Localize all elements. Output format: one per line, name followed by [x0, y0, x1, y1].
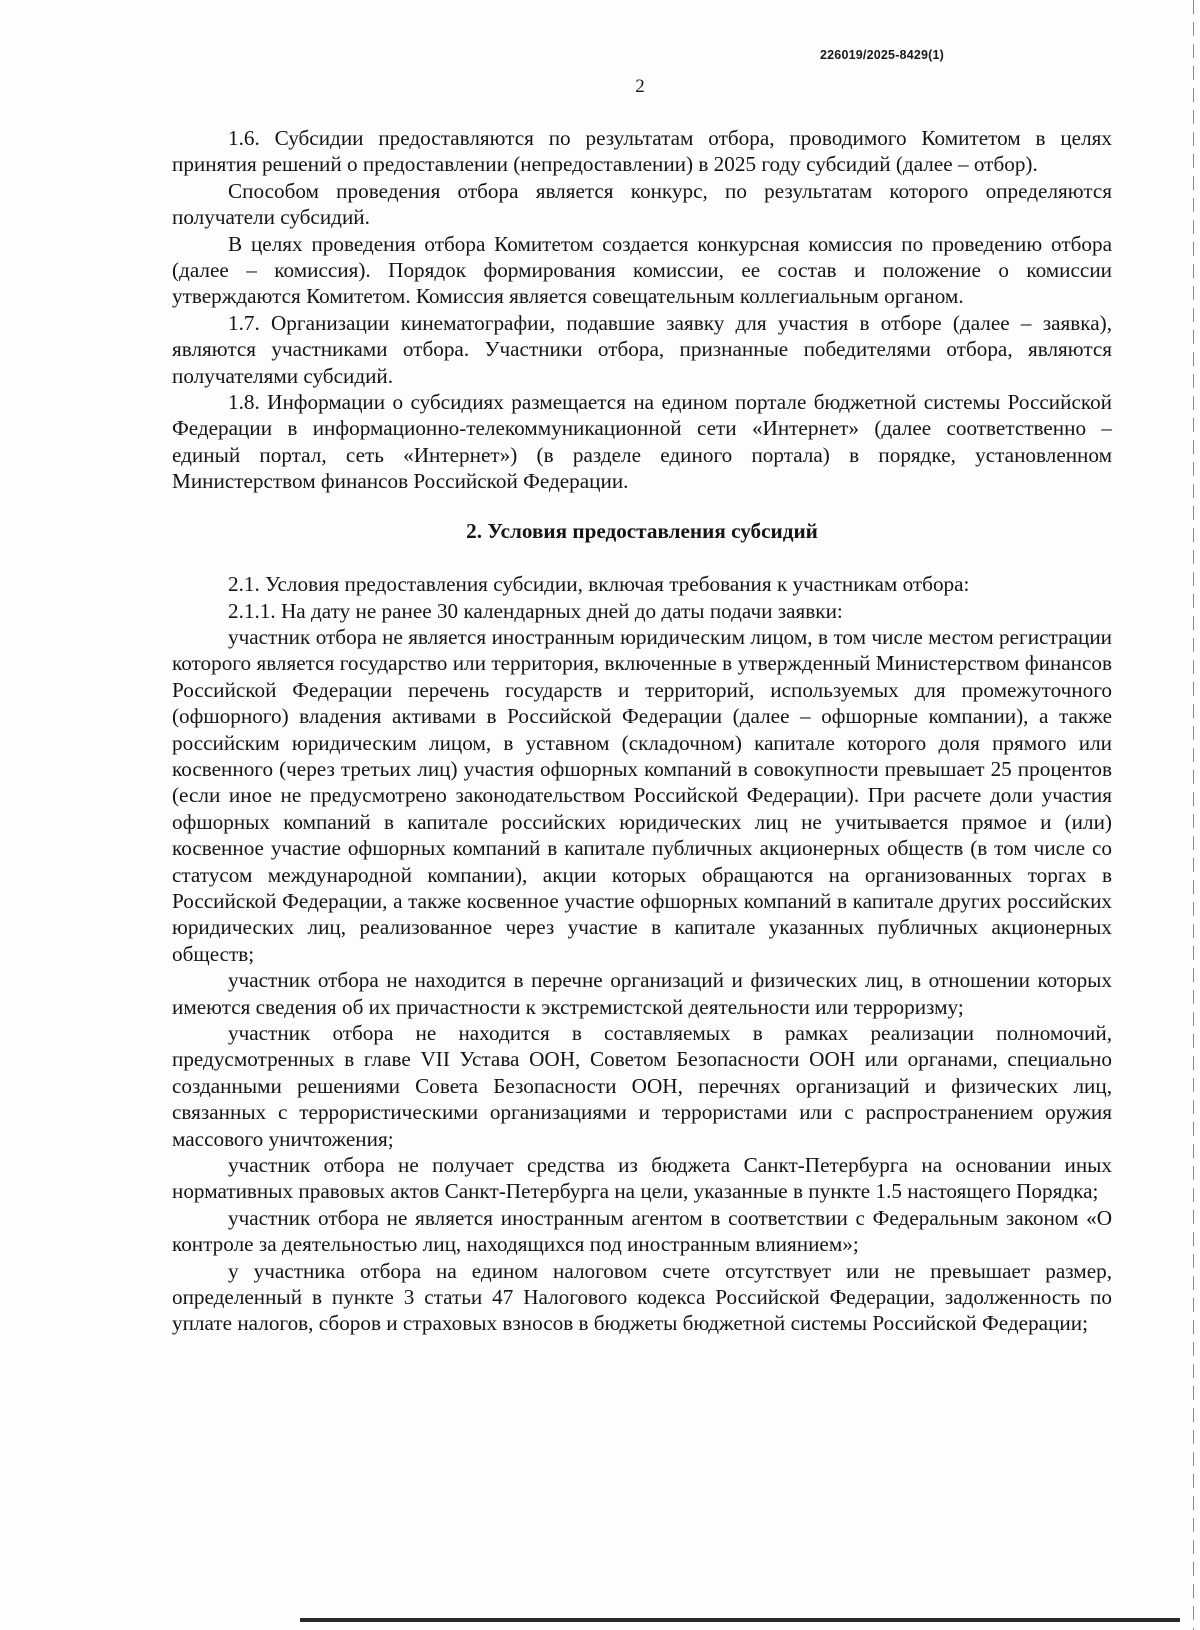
paragraph-offshore: участник отбора не является иностранным юридическим лицом, в том числе местом регистрации которого является государство или территория, включенные в утвержденный Министерством финансов Российской Федерации перечень государств и территорий, используемых для промежуточного (офшорного) владения активами в Российской Федерации (далее – офшорные компании), а также российским юридическим лицом, в уставном (складочном) капитале которого доля прямого или косвенного (через третьих лиц) участия офшорных компаний в совокупности превышает 25 процентов (если иное не предусмотрено законодательством Российской Федерации). При расчете доли участия офшорных компаний в капитале российских юридических лиц не учитывается прямое и (или) косвенное участие офшорных компаний в капитале публичных акционерных обществ (в том числе со статусом международной компании), акции которых обращаются на организованных торгах в Российской Федерации, а также косвенное участие офшорных компаний в капитале других российских юридических лиц, реализованное через участие в капитале указанных публичных акционерных обществ; [172, 624, 1112, 966]
paragraph-un-lists: участник отбора не находится в составляемых в рамках реализации полномочий, предусмотренных в главе VII Устава ООН, Советом Безопасности ООН или органами, специально созданными решениями Совета Безопасности ООН, перечнях организаций и физических лиц, связанных с террористическими организациями и террористами или с распространением оружия массового уничтожения; [172, 1021, 1112, 1151]
paragraph-1-6: 1.6. Субсидии предоставляются по результатам отбора, проводимого Комитетом в целях принятия решений о предоставлении (непредоставлении) в 2025 году субсидий (далее – отбор). [172, 126, 1112, 177]
paragraph-2-1: 2.1. Условия предоставления субсидии, включая требования к участникам отбора: [228, 572, 970, 597]
document-registration-number: 226019/2025-8429(1) [820, 48, 945, 62]
paragraph-2-1-1: 2.1.1. На дату не ранее 30 календарных дней до даты подачи заявки: [228, 598, 843, 623]
paragraph-selection-method: Способом проведения отбора является конкурс, по результатам которого определяются получатели субсидий. [172, 178, 1112, 230]
page-number: 2 [635, 76, 645, 97]
paragraph-budget-funds: участник отбора не получает средства из бюджета Санкт-Петербурга на основании иных нормативных правовых актов Санкт-Петербурга на цели, указанные в пункте 1.5 настоящего Порядка; [172, 1153, 1112, 1204]
paragraph-1-7: 1.7. Организации кинематографии, подавшие заявку для участия в отборе (далее – заявка), являются участниками отбора. Участники отбора, признанные победителями отбора, являются получателями субсидий. [172, 310, 1112, 388]
paragraph-foreign-agent: участник отбора не является иностранным агентом в соответствии с Федеральным законом «О контроле за деятельностью лиц, находящихся под иностранным влиянием»; [172, 1205, 1112, 1257]
document-body [172, 125, 1112, 1337]
scan-bottom-edge [300, 1618, 1180, 1622]
paragraph-1-8: 1.8. Информации о субсидиях размещается на едином портале бюджетной системы Российской Федерации в информационно-телекоммуникационной сети «Интернет» (далее соответственно – единый портал, сеть «Интернет») (в разделе единого портала) в порядке, установленном Министерством финансов Российской Федерации. [172, 390, 1112, 494]
paragraph-commission: В целях проведения отбора Комитетом создается конкурсная комиссия по проведению отбора (далее – комиссия). Порядок формирования комиссии, ее состав и положение о комиссии утверждаются Комитетом. Комиссия является совещательным коллегиальным органом. [172, 231, 1112, 309]
section-heading: 2. Условия предоставления субсидий [466, 518, 818, 543]
paragraph-extremism: участник отбора не находится в перечне организаций и физических лиц, в отношении которых имеются сведения об их причастности к экстремистской деятельности или терроризму; [172, 968, 1112, 1019]
scan-edge-line [1193, 0, 1194, 1630]
paragraph-tax-debt: у участника отбора на едином налоговом счете отсутствует или не превышает размер, определенный в пункте 3 статьи 47 Налогового кодекса Российской Федерации, задолженность по уплате налогов, сборов и страховых взносов в бюджеты бюджетной системы Российской Федерации; [172, 1258, 1112, 1336]
